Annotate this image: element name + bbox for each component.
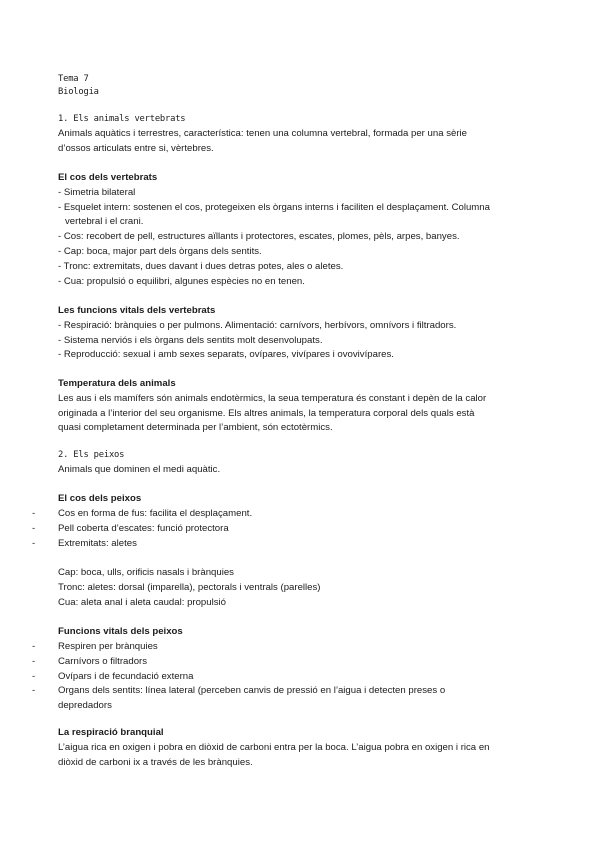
temperatura-animals [58, 377, 528, 436]
list-item: - Carnívors o filtradors [32, 655, 148, 667]
cos-peixos-heading [58, 492, 528, 507]
paragraph-line: Tronc: aletes: dorsal (imparella), pectorals i ventrals (parelles) [58, 581, 321, 593]
list-item: - Cua: propulsió o equilibri, algunes espècies no en tenen. [58, 275, 305, 287]
list-item-continuation: vertebral i el crani. [65, 216, 144, 228]
paragraph-line: L’aigua rica en oxigen i pobra en diòxid de carboni entra per la boca. L’aigua pobra en oxigen i rica en [58, 741, 490, 753]
respiracio-branquial [58, 726, 528, 770]
paragraph-line: Cap: boca, ulls, orificis nasals i brànquies [58, 567, 234, 578]
subsection-title: El cos dels peixos [58, 493, 142, 504]
list-item: - Tronc: extremitats, dues davant i dues detras potes, ales o aletes. [58, 260, 344, 272]
paragraph-line: Cua: aleta anal i aleta caudal: propulsió [58, 596, 227, 608]
funcions-vertebrats [58, 304, 528, 363]
header [58, 72, 528, 100]
paragraph-line: Animals que dominen el medi aquàtic. [58, 463, 221, 475]
list-item: - Respiració: brànquies o per pulmons. Alimentació: carnívors, herbívors, omnívors i filtradors. [58, 319, 457, 331]
list-item: - Esquelet intern: sostenen el cos, protegeixen els òrgans interns i faciliten el desplaçament. Columna [58, 201, 490, 213]
paragraph-line: Animals aquàtics i terrestres, característica: tenen una columna vertebral, formada per una sèrie [58, 127, 467, 139]
subject-label: Biologia [58, 86, 99, 97]
tema-label: Tema 7 [58, 74, 89, 84]
section-title: 1. Els animals vertebrats [58, 114, 186, 124]
subsection-title: Les funcions vitals dels vertebrats [58, 305, 216, 316]
list-item: - Sistema nerviós i els òrgans dels sentits molt desenvolupats. [58, 334, 323, 346]
list-item: - Cap: boca, major part dels òrgans dels sentits. [58, 245, 262, 257]
list-item: - Respiren per brànquies [32, 641, 158, 652]
paragraph-line: originada a l’interior del seu organisme. Els altres animals, la temperatura corporal dels quals està [58, 407, 475, 419]
paragraph-line: quasi completament determinada per l’ambient, són ectotèrmics. [58, 422, 333, 434]
list-item: - Simetria bilateral [58, 186, 136, 198]
cos-peixos-parts [58, 566, 528, 610]
funcions-peixos-heading [58, 625, 528, 640]
cos-peixos-list [32, 507, 252, 551]
subsection-title: El cos dels vertebrats [58, 172, 158, 183]
cos-list [58, 186, 528, 290]
subsection-title: La respiració branquial [58, 727, 164, 738]
section-title: 2. Els peixos [58, 450, 125, 460]
paragraph-line: Les aus i els mamífers són animals endotèrmics, la seua temperatura és constant i depèn de la calor [58, 392, 487, 404]
section-peixos [58, 448, 528, 478]
list-item: - Pell coberta d’escates: funció protectora [32, 522, 229, 534]
list-item: - Reproducció: sexual i amb sexes separats, ovípares, vivípares i ovovivípares. [58, 349, 394, 361]
list-item: - Extremitats: aletes [32, 537, 137, 549]
paragraph-line: d’ossos articulats entre si, vèrtebres. [58, 142, 214, 154]
list-item: - Cos: recobert de pell, estructures aïllants i protectores, escates, plomes, pèls, arpes, banyes. [58, 231, 460, 243]
list-item: - Organs dels sentits: línea lateral (perceben canvis de pressió en l’aigua i detecten preses o [32, 685, 446, 697]
cos-vertebrats [58, 171, 528, 289]
section-vertebrats [58, 112, 528, 156]
paragraph-line: diòxid de carboni ix a través de les brànquies. [58, 756, 253, 768]
list-item-continuation: depredadors [58, 700, 112, 712]
funcions-peixos-list [32, 640, 445, 714]
funcions-list [58, 319, 528, 363]
subsection-title: Temperatura dels animals [58, 378, 176, 389]
list-item: - Cos en forma de fus: facilita el desplaçament. [32, 508, 253, 519]
list-item: - Ovípars i de fecundació externa [32, 670, 194, 682]
subsection-title: Funcions vitals dels peixos [58, 626, 183, 637]
